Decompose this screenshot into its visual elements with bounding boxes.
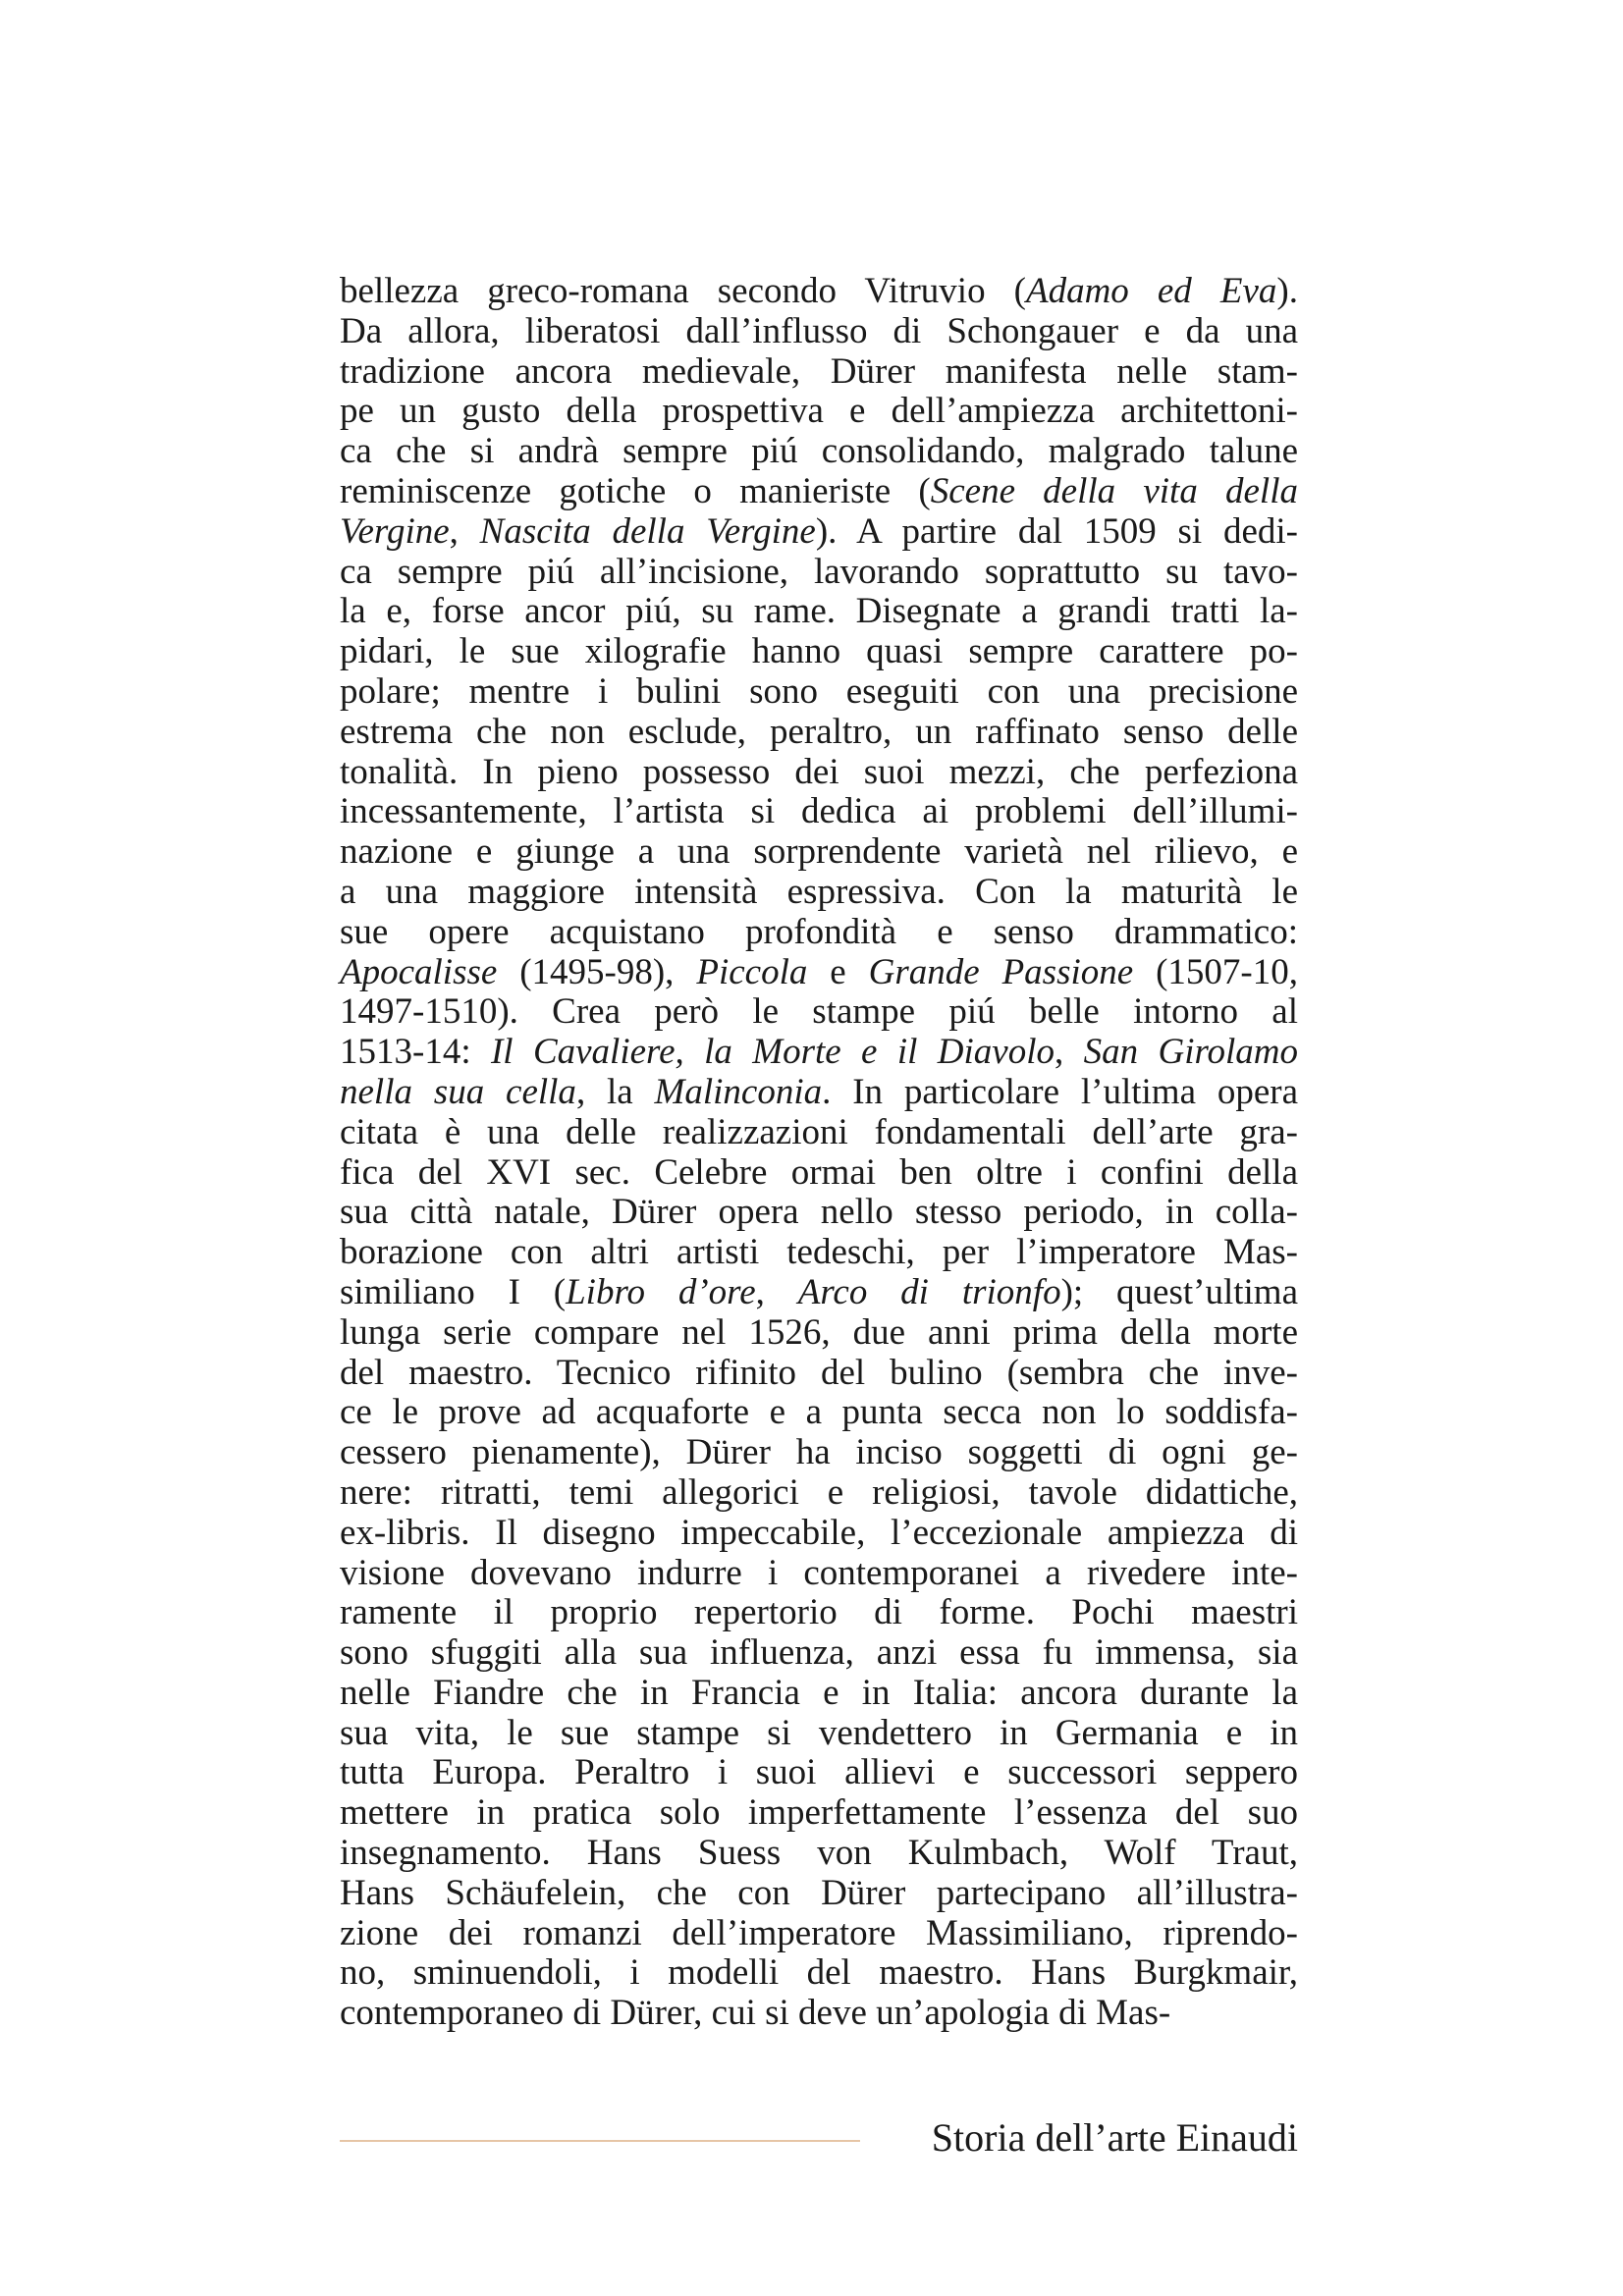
- italic-title-segment: Scene della vita della: [930, 470, 1298, 511]
- text-line: [340, 512, 1298, 553]
- text-segment: (1495-98),: [497, 951, 697, 992]
- text-line: [340, 913, 1298, 953]
- text-line: [340, 1113, 1298, 1153]
- text-line: [340, 1153, 1298, 1194]
- text-line: [340, 432, 1298, 472]
- text-segment: ); quest’ultima: [1060, 1271, 1299, 1312]
- text-line: [340, 1753, 1298, 1793]
- text-segment: Hans Schäufelein, che con Dürer partecipano all’illustra-: [340, 1872, 1298, 1913]
- text-segment: insegnamento. Hans Suess von Kulmbach, Wolf Traut,: [340, 1833, 1298, 1874]
- text-line: [340, 1033, 1298, 1073]
- italic-title-segment: Libro d’ore: [566, 1271, 756, 1312]
- text-line: [340, 1914, 1298, 1954]
- italic-title-segment: Piccola: [696, 951, 808, 992]
- text-segment: sono sfuggiti alla sua influenza, anzi essa fu immensa, sia: [340, 1632, 1298, 1674]
- text-segment: lunga serie compare nel 1526, due anni prima della morte: [340, 1311, 1298, 1353]
- text-line: [340, 832, 1298, 873]
- text-segment: ca sempre piú all’incisione, lavorando soprattutto su tavo-: [340, 551, 1298, 592]
- text-segment: ramente il proprio repertorio di forme. Pochi maestri: [340, 1592, 1298, 1633]
- text-segment: similiano I (: [340, 1271, 567, 1312]
- text-segment: pidari, le sue xilografie hanno quasi sempre carattere po-: [340, 631, 1298, 672]
- text-segment: cessero pienamente), Dürer ha inciso soggetti di ogni ge-: [340, 1432, 1298, 1473]
- text-segment: bellezza greco-romana secondo Vitruvio (: [340, 271, 1026, 311]
- text-segment: , la: [575, 1071, 655, 1112]
- text-line: [340, 672, 1298, 713]
- text-segment: polare; mentre i bulini sono eseguiti con una precisione: [340, 670, 1298, 712]
- text-segment: citata è una delle realizzazioni fondamentali dell’arte gra-: [340, 1111, 1298, 1152]
- text-segment: . In particolare l’ultima opera: [822, 1071, 1298, 1112]
- text-line: [340, 792, 1298, 832]
- text-segment: nelle Fiandre che in Francia e in Italia: ancora durante la: [340, 1672, 1298, 1713]
- text-segment: fica del XVI sec. Celebre ormai ben oltre i confini della: [340, 1151, 1298, 1193]
- text-line: [340, 553, 1298, 593]
- text-line: [340, 1593, 1298, 1633]
- text-segment: Da allora, liberatosi dall’influsso di Schongauer e da una: [340, 310, 1298, 351]
- text-segment: estrema che non esclude, peraltro, un raffinato senso delle: [340, 711, 1298, 752]
- text-line: [340, 1834, 1298, 1874]
- italic-title-segment: San Girolamo: [1083, 1032, 1299, 1073]
- text-segment: reminiscenze gotiche o manieriste (: [340, 470, 931, 511]
- text-line: [340, 953, 1298, 993]
- text-segment: ce le prove ad acquaforte e a punta secca non lo soddisfa-: [340, 1392, 1298, 1433]
- text-segment: ,: [1054, 1032, 1084, 1073]
- text-line: [340, 592, 1298, 632]
- text-segment: mettere in pratica solo imperfettamente l’essenza del suo: [340, 1792, 1298, 1834]
- text-line: [340, 632, 1298, 672]
- footer-title: Storia dell’arte Einaudi: [931, 2115, 1298, 2160]
- text-line: [340, 1633, 1298, 1674]
- text-segment: ).: [1276, 271, 1298, 311]
- text-segment: sua città natale, Dürer opera nello stesso periodo, in colla-: [340, 1192, 1298, 1233]
- text-line: [340, 1994, 1298, 2034]
- italic-title-segment: Grande Passione: [868, 951, 1134, 992]
- text-segment: zione dei romanzi dell’imperatore Massimiliano, riprendo-: [340, 1912, 1298, 1953]
- text-line: [340, 1393, 1298, 1433]
- text-segment: ,: [755, 1271, 798, 1312]
- italic-title-segment: Adamo ed Eva: [1025, 271, 1277, 311]
- italic-title-segment: Arco di trionfo: [797, 1271, 1061, 1312]
- text-segment: ). A partire dal 1509 si dedi-: [815, 510, 1298, 552]
- text-line: [340, 1674, 1298, 1714]
- text-segment: borazione con altri artisti tedeschi, per l’imperatore Mas-: [340, 1232, 1298, 1273]
- italic-title-segment: Il Cavaliere, la Morte e il Diavolo: [490, 1032, 1055, 1073]
- text-line: [340, 272, 1298, 312]
- text-line: [340, 1313, 1298, 1354]
- text-line: [340, 1473, 1298, 1514]
- text-segment: la e, forse ancor piú, su rame. Disegnate a grandi tratti la-: [340, 591, 1298, 632]
- italic-title-segment: Malinconia: [654, 1071, 823, 1112]
- text-segment: incessantemente, l’artista si dedica ai problemi dell’illumi-: [340, 791, 1298, 832]
- text-segment: a una maggiore intensità espressiva. Con la maturità le: [340, 871, 1298, 912]
- text-segment: ca che si andrà sempre piú consolidando, malgrado talune: [340, 431, 1298, 472]
- text-segment: ex-libris. Il disegno impeccabile, l’eccezionale ampiezza di: [340, 1512, 1298, 1553]
- italic-title-segment: nella sua cella: [340, 1071, 576, 1112]
- text-line: [340, 392, 1298, 432]
- text-line: [340, 713, 1298, 753]
- text-line: [340, 1073, 1298, 1113]
- text-segment: sua vita, le sue stampe si vendettero in Germania e in: [340, 1712, 1298, 1753]
- text-segment: no, sminuendoli, i modelli del maestro. Hans Burgkmair,: [340, 1952, 1298, 1994]
- text-line: [340, 1193, 1298, 1233]
- text-segment: visione dovevano indurre i contemporanei a rivedere inte-: [340, 1552, 1298, 1593]
- text-segment: e: [807, 951, 869, 992]
- text-segment: del maestro. Tecnico rifinito del bulino (sembra che inve-: [340, 1352, 1298, 1393]
- text-segment: (1507-10,: [1133, 951, 1298, 992]
- text-line: [340, 992, 1298, 1033]
- italic-title-segment: Nascita della Vergine: [479, 510, 816, 552]
- text-line: [340, 1714, 1298, 1754]
- text-segment: 1513-14:: [340, 1032, 491, 1073]
- italic-title-segment: Apocalisse: [340, 951, 498, 992]
- text-line: [340, 1793, 1298, 1834]
- text-line: [340, 472, 1298, 512]
- footer-rule: [340, 2140, 860, 2142]
- text-line: [340, 873, 1298, 913]
- text-line: [340, 312, 1298, 352]
- page-footer: [340, 2110, 1298, 2169]
- text-line: [340, 1874, 1298, 1914]
- text-segment: pe un gusto della prospettiva e dell’ampiezza architettoni-: [340, 391, 1298, 432]
- text-segment: nazione e giunge a una sorprendente varietà nel rilievo, e: [340, 831, 1298, 873]
- text-line: [340, 1233, 1298, 1273]
- body-text: [340, 272, 1298, 2034]
- text-segment: sue opere acquistano profondità e senso drammatico:: [340, 911, 1298, 952]
- text-line: [340, 1554, 1298, 1594]
- text-segment: ,: [449, 510, 480, 552]
- text-line: [340, 1433, 1298, 1473]
- text-segment: tutta Europa. Peraltro i suoi allievi e successori seppero: [340, 1752, 1298, 1793]
- text-line: [340, 1514, 1298, 1554]
- text-line: [340, 1273, 1298, 1313]
- text-line: [340, 753, 1298, 793]
- text-segment: contemporaneo di Dürer, cui si deve un’apologia di Mas-: [340, 1993, 1171, 2034]
- text-segment: nere: ritratti, temi allegorici e religiosi, tavole didattiche,: [340, 1471, 1298, 1513]
- text-line: [340, 1953, 1298, 1994]
- text-segment: 1497-1510). Crea però le stampe piú belle intorno al: [340, 991, 1298, 1033]
- text-segment: tradizione ancora medievale, Dürer manifesta nelle stam-: [340, 350, 1298, 392]
- text-line: [340, 1354, 1298, 1394]
- text-segment: tonalità. In pieno possesso dei suoi mezzi, che perfeziona: [340, 751, 1298, 792]
- italic-title-segment: Vergine: [340, 510, 450, 552]
- text-line: [340, 352, 1298, 393]
